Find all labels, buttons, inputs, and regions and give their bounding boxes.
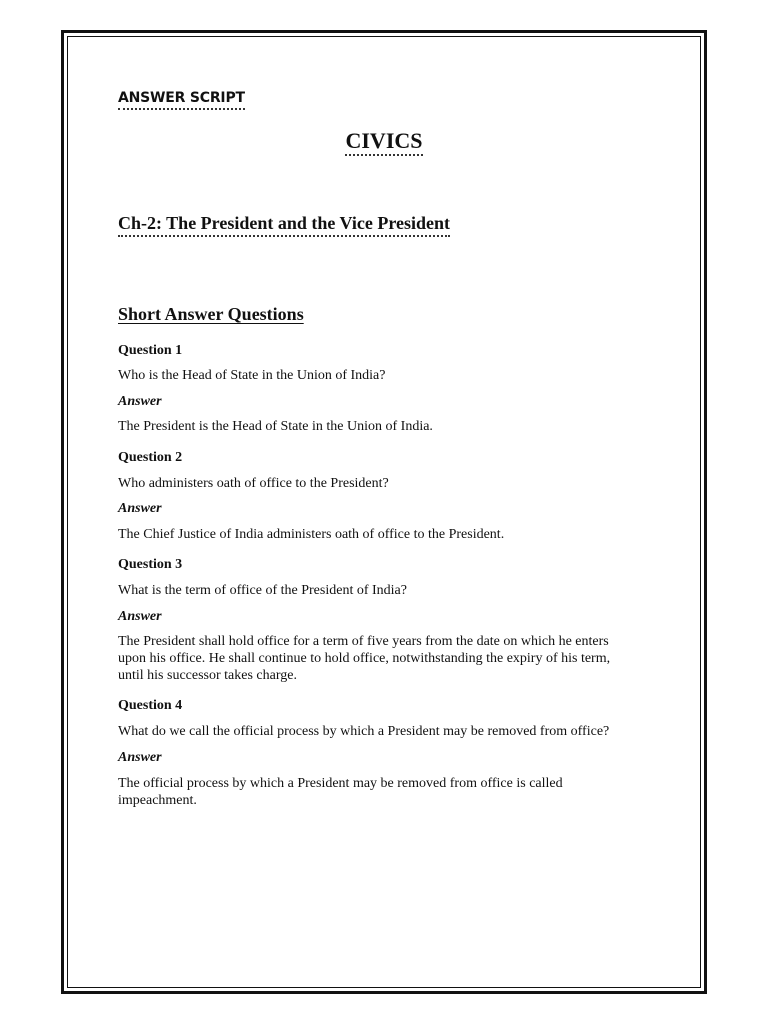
- answer-label: Answer: [118, 501, 162, 516]
- subject-title: [0, 127, 768, 155]
- answer-label: Answer: [118, 394, 162, 409]
- subject-title-text: CIVICS: [345, 128, 422, 156]
- answer-label: Answer: [118, 609, 162, 624]
- page-border-inner: [67, 36, 701, 988]
- question-label: Question 3: [118, 557, 183, 572]
- question-text: Who is the Head of State in the Union of India?: [118, 368, 386, 383]
- question-text: Who administers oath of office to the President?: [118, 476, 389, 491]
- chapter-heading: Ch-2: The President and the Vice President: [118, 212, 450, 237]
- question-label: Question 1: [118, 343, 183, 358]
- answer-text: The President shall hold office for a term of five years from the date on which he enters upon his office. He shall continue to hold office, notwithstanding the expiry of his term, until his successor takes charge.: [118, 634, 611, 683]
- answer-script-label: ANSWER SCRIPT: [118, 89, 245, 110]
- answer-text: The President is the Head of State in the Union of India.: [118, 419, 433, 434]
- question-label: Question 2: [118, 450, 183, 465]
- question-text: What is the term of office of the President of India?: [118, 583, 407, 598]
- answer-text: The official process by which a President may be removed from office is called impeachment.: [118, 776, 563, 808]
- question-text: What do we call the official process by which a President may be removed from office?: [118, 724, 610, 739]
- answer-label: Answer: [118, 750, 162, 765]
- section-heading: Short Answer Questions: [118, 304, 304, 324]
- answer-text: The Chief Justice of India administers oath of office to the President.: [118, 527, 505, 542]
- question-label: Question 4: [118, 698, 183, 713]
